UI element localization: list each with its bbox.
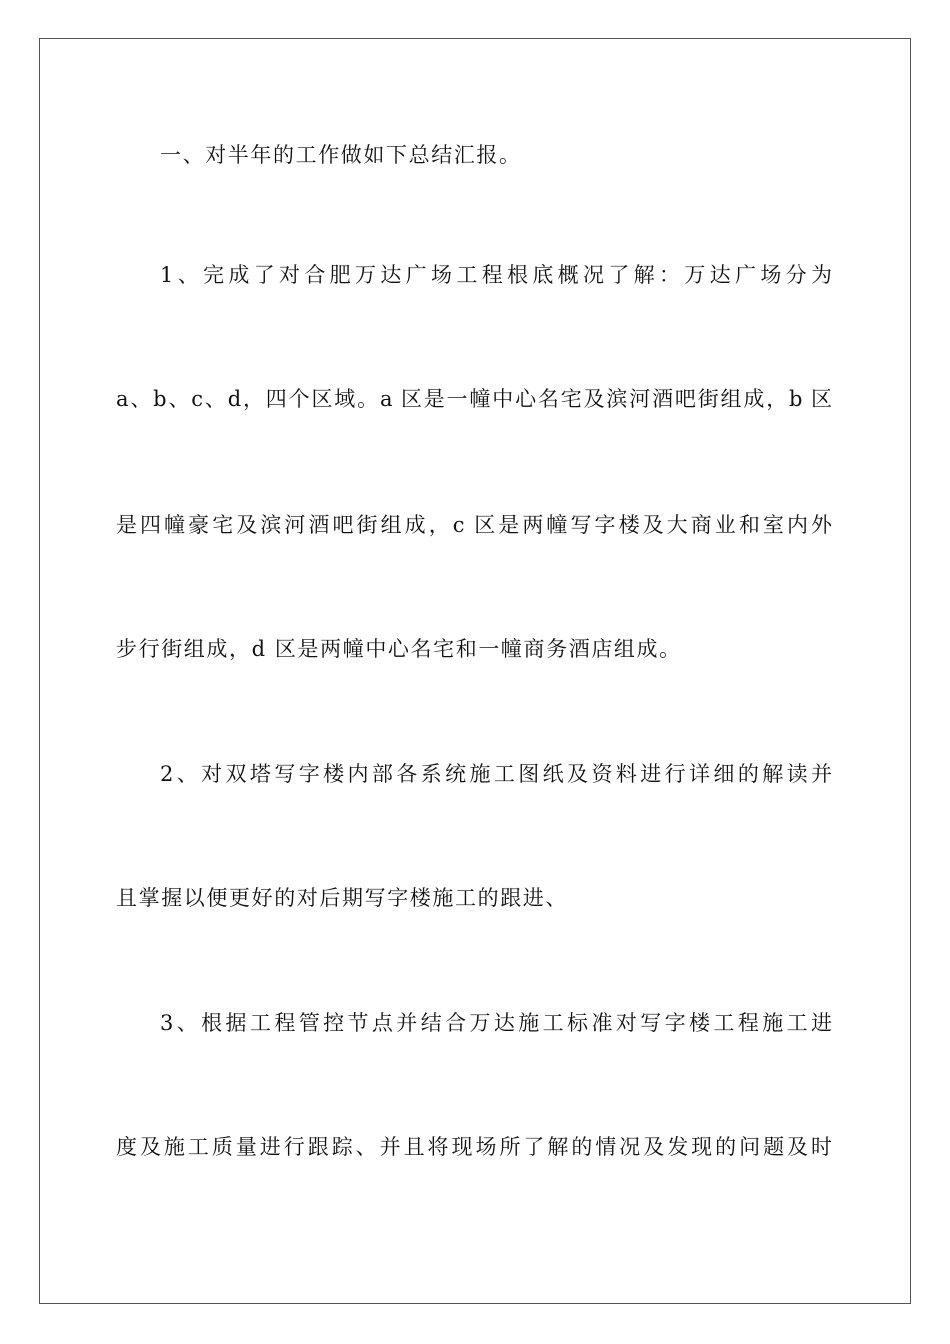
paragraph-1-line-3: 是四幢豪宅及滨河酒吧街组成，c 区是两幢写字楼及大商业和室内外 <box>116 513 832 537</box>
paragraph-1-line-2: a、b、c、d，四个区域。a 区是一幢中心名宅及滨河酒吧街组成，b 区 <box>116 387 832 411</box>
section-heading: 一、对半年的工作做如下总结汇报。 <box>160 143 522 167</box>
paragraph-3-line-2: 度及施工质量进行跟踪、并且将现场所了解的情况及发现的问题及时 <box>116 1135 832 1159</box>
paragraph-1-line-4: 步行街组成，d 区是两幢中心名宅和一幢商务酒店组成。 <box>116 637 682 661</box>
paragraph-3-line-1: 3、根据工程管控节点并结合万达施工标准对写字楼工程施工进 <box>160 1011 832 1035</box>
paragraph-2-line-1: 2、对双塔写字楼内部各系统施工图纸及资料进行详细的解读并 <box>160 762 832 786</box>
paragraph-1-line-1: 1、完成了对合肥万达广场工程根底概况了解：万达广场分为 <box>160 263 832 287</box>
page-border <box>39 38 911 1304</box>
paragraph-2-line-2: 且掌握以便更好的对后期写字楼施工的跟进、 <box>116 886 568 910</box>
